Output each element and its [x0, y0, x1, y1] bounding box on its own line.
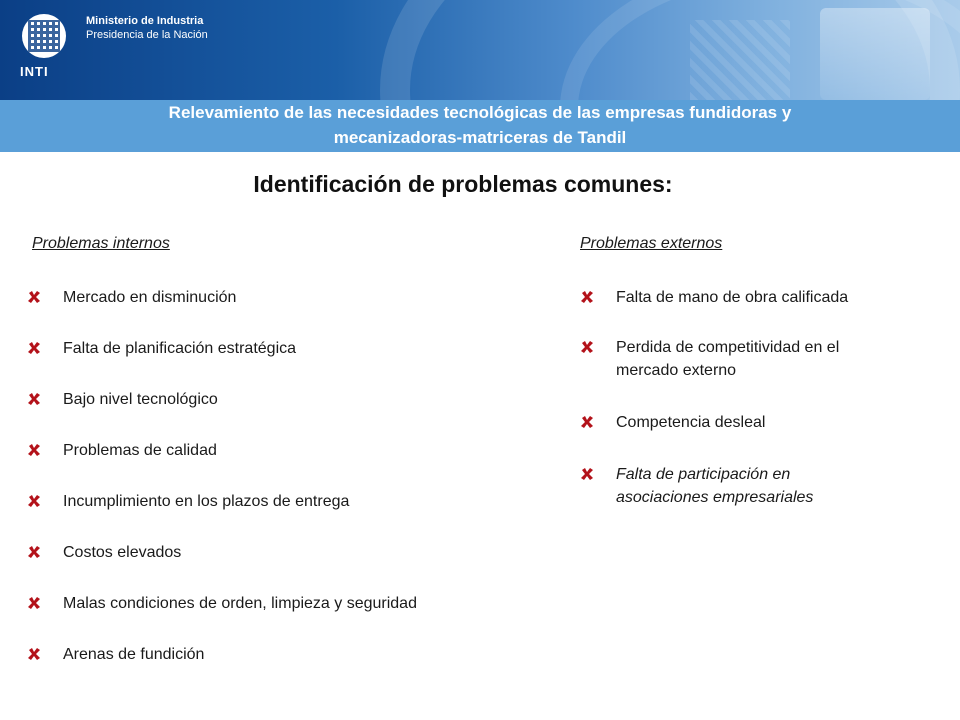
- cross-mark-icon: [580, 290, 594, 304]
- internal-problem-text: Problemas de calidad: [63, 442, 217, 459]
- logo-grid-icon: [22, 14, 66, 58]
- external-problem-line: Competencia desleal: [616, 414, 766, 431]
- subtitle-line1: Relevamiento de las necesidades tecnológicas de las empresas fundidoras y: [168, 103, 792, 122]
- external-problem-text: [616, 463, 813, 509]
- cross-mark-icon: [580, 415, 594, 429]
- external-problem-text: [616, 411, 765, 434]
- logo-text: INTI: [20, 64, 49, 79]
- cross-mark-icon: [27, 392, 41, 406]
- cross-mark-icon: [27, 443, 41, 457]
- cross-mark-icon: [27, 341, 41, 355]
- external-problem-line: Perdida de competitividad en el: [616, 339, 840, 356]
- cross-mark-icon: [580, 340, 594, 354]
- internal-problems-list: [27, 286, 547, 676]
- external-problems-title: Problemas externos: [580, 235, 723, 252]
- inti-logo: [18, 12, 76, 88]
- external-problem-text: [616, 336, 839, 382]
- internal-problem-text: Mercado en disminución: [63, 289, 237, 306]
- internal-problem-text: Bajo nivel tecnológico: [63, 391, 218, 408]
- cross-mark-icon: [27, 647, 41, 661]
- subtitle-line2: mecanizadoras-matriceras de Tandil: [333, 128, 627, 147]
- cross-mark-icon: [27, 494, 41, 508]
- external-problem-line: mercado externo: [616, 362, 737, 379]
- internal-problem-text: Costos elevados: [63, 544, 182, 561]
- external-problems-list: [580, 286, 940, 526]
- page-title: Identificación de problemas comunes:: [253, 171, 673, 197]
- ministry-label: [86, 14, 208, 42]
- external-problem-line: Falta de participación en: [616, 466, 791, 483]
- external-problem-line: Falta de mano de obra calificada: [616, 289, 849, 306]
- cross-mark-icon: [27, 596, 41, 610]
- cross-mark-icon: [27, 290, 41, 304]
- external-problem-line: asociaciones empresariales: [616, 489, 814, 506]
- ministry-line1: Ministerio de Industria: [86, 15, 204, 27]
- internal-problems-title: Problemas internos: [32, 235, 170, 252]
- cross-mark-icon: [27, 545, 41, 559]
- header-banner: [0, 0, 960, 100]
- subtitle-bar: [0, 100, 960, 152]
- internal-problem-text: Falta de planificación estratégica: [63, 340, 297, 357]
- cross-mark-icon: [580, 467, 594, 481]
- banner-decoration: [690, 20, 790, 100]
- ministry-line2: Presidencia de la Nación: [86, 29, 208, 41]
- internal-problem-text: Arenas de fundición: [63, 646, 205, 663]
- internal-problem-text: Malas condiciones de orden, limpieza y seguridad: [63, 595, 417, 612]
- external-problem-text: [616, 286, 848, 309]
- internal-problem-text: Incumplimiento en los plazos de entrega: [63, 493, 350, 510]
- banner-decoration: [820, 8, 930, 100]
